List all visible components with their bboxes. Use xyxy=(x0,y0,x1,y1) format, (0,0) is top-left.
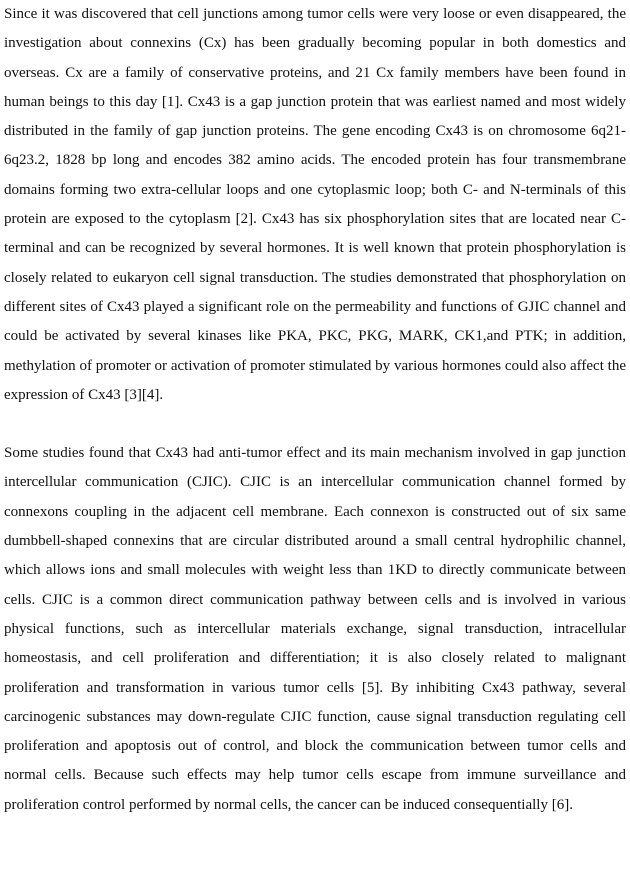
paragraph-connexins-intro: Since it was discovered that cell junctions among tumor cells were very loose or even disappeared, the investigation about connexins (Cx) has been gradually becoming popular in both domestics and overseas. Cx are a family of conservative proteins, and 21 Cx family members have been found in human beings to this day [1]. Cx43 is a gap junction protein that was earliest named and most widely distributed in the family of gap junction proteins. The gene encoding Cx43 is on chromosome 6q21-6q23.2, 1828 bp long and encodes 382 amino acids. The encoded protein has four transmembrane domains forming two extra-cellular loops and one cytoplasmic loop; both C- and N-terminals of this protein are exposed to the cytoplasm [2]. Cx43 has six phosphorylation sites that are located near C-terminal and can be recognized by several hormones. It is well known that protein phosphorylation is closely related to eukaryon cell signal transduction. The studies demonstrated that phosphorylation on different sites of Cx43 played a significant role on the permeability and functions of GJIC channel and could be activated by several kinases like PKA, PKC, PKG, MARK, CK1,and PTK; in addition, methylation of promoter or activation of promoter stimulated by various hormones could also affect the expression of Cx43 [3][4]. xyxy=(4,6,626,403)
paragraph-cx43-antitumor: Some studies found that Cx43 had anti-tumor effect and its main mechanism involved in gap junction intercellular communication (CJIC). CJIC is an intercellular communication channel formed by connexons coupling in the adjacent cell membrane. Each connexon is constructed out of six same dumbbell-shaped connexins that are circular distributed around a small central hydrophilic channel, which allows ions and small molecules with weight less than 1KD to directly communicate between cells. CJIC is a common direct communication pathway between cells and is involved in various physical functions, such as intercellular materials exchange, signal transduction, intracellular homeostasis, and cell proliferation and differentiation; it is also closely related to malignant proliferation and transformation in various tumor cells [5]. By inhibiting Cx43 pathway, several carcinogenic substances may down-regulate CJIC function, cause signal transduction regulating cell proliferation and apoptosis out of control, and block the communication between tumor cells and normal cells. Because such effects may help tumor cells escape from immune surveillance and proliferation control performed by normal cells, the cancer can be induced consequentially [6]. xyxy=(4,445,626,813)
